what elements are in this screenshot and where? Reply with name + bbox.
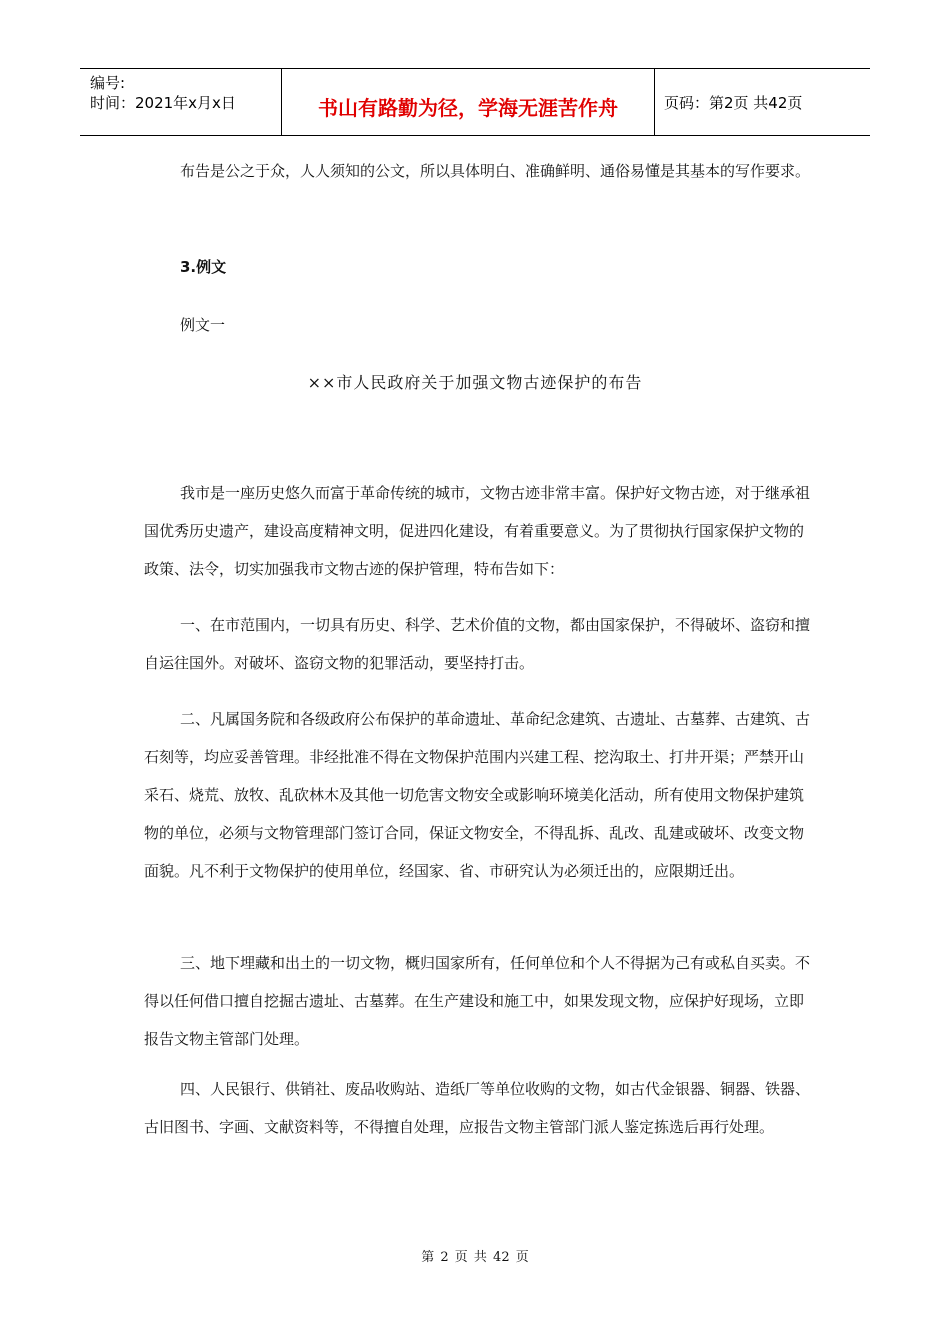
page-footer: 第 2 页 共 42 页 [421,1250,529,1265]
body-paragraph: 二、凡属国务院和各级政府公布保护的革命遗址、革命纪念建筑、古遗址、古墓葬、古建筑、古石刻等，均应妥善管理。非经批准不得在文物保护范围内兴建工程、挖沟取土、打井开渠；严禁开山采石、烧荒、放牧、乱砍林木及其他一切危害文物安全或影响环境美化活动，所有使用文物保护建筑物的单位，必须与文物管理部门签订合同，保证文物安全，不得乱拆、乱改、乱建或破坏、改变文物面貌。凡不利于文物保护的使用单位，经国家、省、市研究认为必须迁出的，应限期迁出。 [144,710,811,880]
body-paragraph: 我市是一座历史悠久而富于革命传统的城市，文物古迹非常丰富。保护好文物古迹，对于继承祖国优秀历史遗产，建设高度精神文明，促进四化建设，有着重要意义。为了贯彻执行国家保护文物的政策、法令，切实加强我市文物古迹的保护管理，特布告如下： [144,484,811,578]
intro-paragraph: 布告是公之于众，人人须知的公文，所以具体明白、准确鲜明、通俗易懂是其基本的写作要求。 [180,162,811,180]
section-heading: 3.例文 [180,258,227,276]
header-page-info: 页码：第2页 共42页 [664,93,803,112]
header-meta [80,69,282,135]
body-paragraph: 一、在市范围内，一切具有历史、科学、艺术价值的文物，都由国家保护，不得破坏、盗窃和擅自运往国外。对破坏、盗窃文物的犯罪活动，要坚持打击。 [144,616,811,672]
page-header [80,68,870,136]
body-paragraph: 四、人民银行、供销社、废品收购站、造纸厂等单位收购的文物，如古代金银器、铜器、铁器、古旧图书、字画、文献资料等，不得擅自处理，应报告文物主管部门派人鉴定拣选后再行处理。 [144,1080,811,1136]
notice-title: ××市人民政府关于加强文物古迹保护的布告 [307,373,643,392]
document-number-label: 编号: [90,74,126,92]
example-label: 例文一 [180,316,226,334]
header-motto: 书山有路勤为径，学海无涯苦作舟 [282,69,655,135]
document-date-label: 时间：2021年x月x日 [90,94,236,112]
body-paragraph: 三、地下埋藏和出土的一切文物，概归国家所有，任何单位和个人不得据为己有或私自买卖。不得以任何借口擅自挖掘古遗址、古墓葬。在生产建设和施工中，如果发现文物，应保护好现场，立即报告文物主管部门处理。 [144,954,811,1048]
